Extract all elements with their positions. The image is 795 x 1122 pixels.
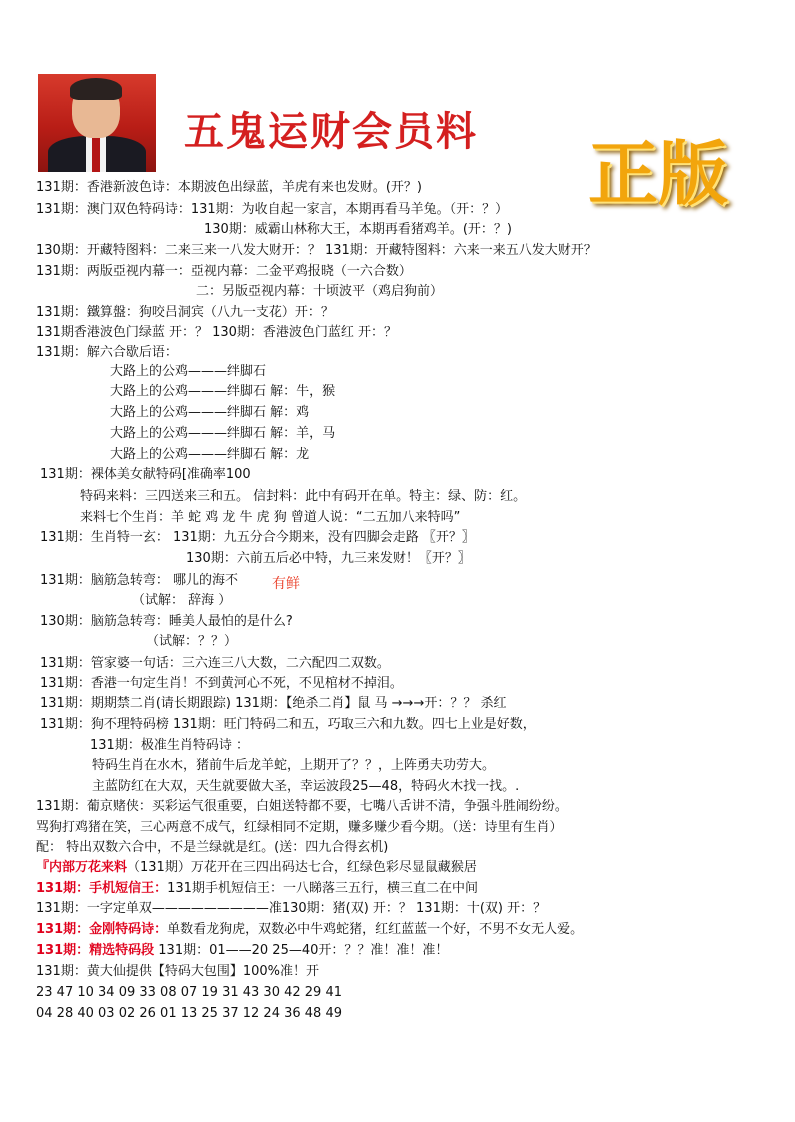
text-line: （试解：？？）: [146, 634, 238, 649]
text-line: 131期：期期禁二肖(请长期跟踪) 131期：【绝杀二肖】鼠 马 →→→开：？？ 杀红: [40, 696, 507, 711]
author-photo: [38, 74, 156, 172]
text-line: 131期：鐵算盤：狗咬吕洞宾（八九一支花）开：？: [36, 305, 334, 320]
text-line: 特码生肖在水木，猪前牛后龙羊蛇，上期开了？？，上阵勇夫功劳大。: [92, 758, 496, 773]
number-row: 04 28 40 03 02 26 01 13 25 37 12 24 36 48 49: [36, 1006, 342, 1021]
text-line: 131期：葡京赌侠：买彩运气很重要，白姐送特都不要，七嘴八舌讲不清，争强斗胜闹纷纷。: [36, 799, 568, 814]
text-line: 131期：极准生肖特码诗 ：: [90, 738, 249, 753]
text-line: 131期：一字定单双—————————准130期：猪(双) 开：？ 131期：十(双) 开：？: [36, 901, 547, 916]
text-line: 131期：黄大仙提供【特码大包围】100%准！开: [36, 964, 319, 979]
text-line: 大路上的公鸡———绊脚石 解：鸡: [110, 405, 310, 420]
photo-tie: [92, 138, 100, 172]
text-line: 131期：裸体美女献特码[准确率100: [40, 467, 251, 482]
text-line: 131期：澳门双色特码诗：131期：为收自起一家言，本期再看马羊兔。（开：？）: [36, 202, 509, 217]
text-line: 骂狗打鸡猪在笑，三心两意不成气，红绿相同不定期，赚多赚少看今期。（送：诗里有生肖）: [36, 820, 563, 835]
text-line: 大路上的公鸡———绊脚石 解：牛，猴: [110, 384, 336, 399]
text-line: 131期：脑筋急转弯： 哪儿的海不: [40, 573, 238, 588]
text-line: （试解： 辞海 ）: [132, 593, 232, 608]
line-body: 单数看龙狗虎，双数必中牛鸡蛇猪，红红蓝蓝一个好，不男不女无人爱。: [167, 922, 584, 937]
text-line: 131期：香港一句定生肖！不到黄河心不死，不见棺材不掉泪。: [40, 676, 403, 691]
text-line: 配： 特出双数六合中，不是兰绿就是红。(送：四九合得玄机): [36, 840, 389, 855]
line-body: （131期）万花开在三四出码达七合，红绿色彩尽显鼠藏猴居: [127, 860, 477, 875]
text-line: 大路上的公鸡———绊脚石 解：龙: [110, 447, 310, 462]
overlay-stamp: 有鲜: [272, 576, 300, 592]
line-body: 131期手机短信王：一八睇落三五行，横三直二在中间: [167, 881, 478, 896]
text-line: 130期：开藏特图料：二来三来一八发大财开：？ 131期：开藏特图料：六来一来五八发大财开？: [36, 243, 597, 258]
text-line: [36, 881, 478, 897]
text-line: 130期：脑筋急转弯：睡美人最怕的是什么?: [40, 614, 293, 629]
page-title: 五鬼运财会员料: [184, 108, 478, 155]
text-line: 130期：威霸山林称大王，本期再看猪鸡羊。(开：？): [204, 222, 512, 237]
text-line: 131期：两版亞视内幕一：亞视内幕：二金平鸡报晓（一六合数）: [36, 264, 412, 279]
text-line: 大路上的公鸡———绊脚石: [110, 364, 267, 379]
photo-hair: [70, 78, 122, 100]
text-line: 131期：生肖特一玄： 131期：九五分合今期来，没有四脚会走路 〖开？〗: [40, 530, 475, 545]
red-heading: 131期：金刚特码诗：: [36, 922, 168, 937]
text-line: 131期香港波色门绿蓝 开：？ 130期：香港波色门蓝红 开：？: [36, 325, 398, 340]
text-line: 131期：管家婆一句话：三六连三八大数，二六配四二双数。: [40, 656, 390, 671]
text-line: 131期：解六合歇后语：: [36, 345, 178, 360]
text-line: [36, 943, 448, 959]
text-line: 主蓝防红在大双，天生就要做大圣，幸运波段25—48，特码火木找一找。.: [92, 779, 520, 794]
red-heading: 『内部万花来料: [36, 860, 128, 875]
text-line: [36, 860, 477, 876]
text-line: 二：另版亞视内幕：十顷波平（鸡启狗前）: [196, 284, 444, 299]
text-line: 大路上的公鸡———绊脚石 解：羊，马: [110, 426, 336, 441]
text-line: 特码来料：三四送来三和五。 信封料：此中有码开在单。特主：绿、防：红。: [80, 489, 527, 504]
red-heading: 131期：手机短信王：: [36, 881, 168, 896]
line-body: 131期：01——20 25—40开：？？准！准！准！: [154, 943, 449, 958]
text-line: [36, 922, 583, 938]
zhengban-stamp: 正版: [588, 133, 728, 215]
text-line: 131期：香港新波色诗：本期波色出绿蓝，羊虎有来也发财。(开？): [36, 180, 422, 195]
text-line: 131期：狗不理特码榜 131期：旺门特码二和五，巧取三六和九数。四七上业是好数，: [40, 717, 536, 732]
number-row: 23 47 10 34 09 33 08 07 19 31 43 30 42 29 41: [36, 985, 342, 1000]
text-line: 来料七个生肖：羊 蛇 鸡 龙 牛 虎 狗 曾道人说：“二五加八来特吗”: [80, 510, 461, 525]
text-line: 130期：六前五后必中特，九三来发财！〖开？〗: [186, 551, 471, 566]
red-heading: 131期：精选特码段: [36, 943, 155, 958]
